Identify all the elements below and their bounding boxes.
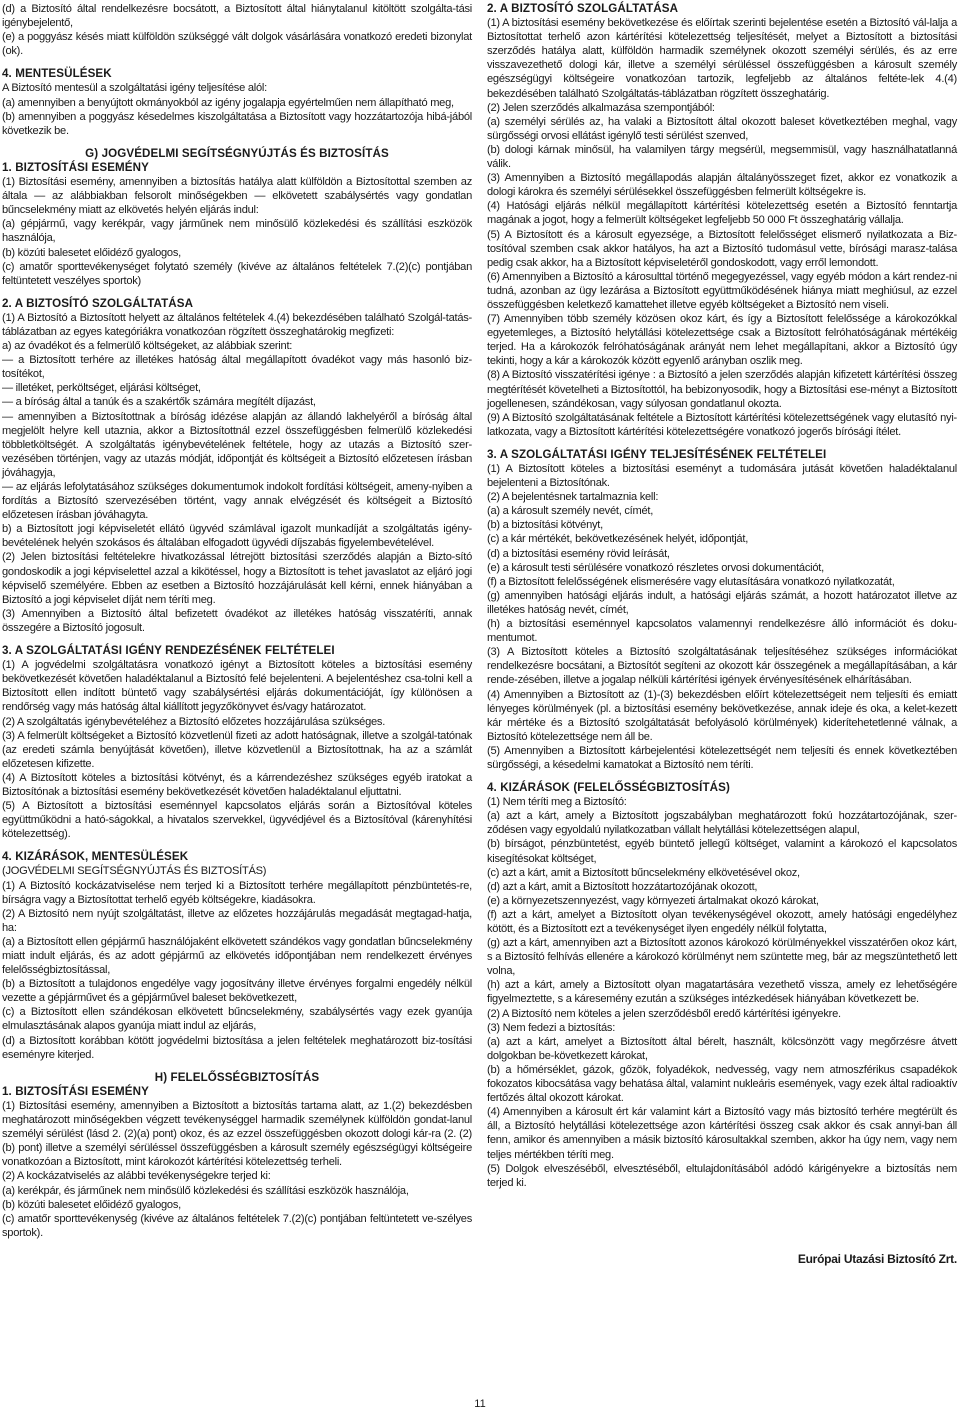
paragraph: (c) amatőr sporttevékenység (kivéve az általános feltételek 7.(2)(c) pontjában feltüntetett ve-szélyes sportok). bbox=[2, 1212, 472, 1239]
paragraph: (f) azt a kárt, amelyet a Biztosított olyan tevékenységével okozott, amely hatósági engedélyhez kötött, és a Biztosított ezt a tevékenységet ilyen engedély nélkül folytatta, bbox=[487, 908, 957, 935]
paragraph: (b) a hőmérséklet, gázok, gőzök, folyadékok, nedvesség, vagy nem atmoszférikus csapadékok fokozatos kibocsátása vagy behatása által, valamint nukleáris események, vagy ezek által radioaktív fertőzés által okozott károkat. bbox=[487, 1063, 957, 1105]
paragraph: (d) a Biztosító által rendelkezésre bocsátott, a Biztosított által hiánytalanul kitöltött szolgálta-tási igénybejelentő, bbox=[2, 3, 472, 30]
paragraph: (2) A kockázatviselés az alábbi tevékenységekre terjed ki: bbox=[2, 1170, 271, 1183]
paragraph: (5) Amennyiben a Biztosított kárbejelentési kötelezettségét nem teljesíti és ennek következtében sürgősségi, a késedelmi kamatokat a Biztosító nem téríti. bbox=[487, 744, 957, 771]
paragraph: — a bíróság által a tanúk és a szakértők számára megítélt díjazást, bbox=[2, 396, 316, 409]
paragraph: (JOGVÉDELMI SEGÍTSÉGNYÚJTÁS ÉS BIZTOSÍTÁS) bbox=[2, 865, 267, 878]
paragraph: — amennyiben a Biztosítottnak a bíróság idézése alapján az állandó lakhelyéről a bíróság által megjelölt helyre kell utaznia, akkor a Biztosítottnál ezzel összefüggésben felmerülő közlekedési többletköltségét. A szolgáltatás igénybevételének feltétele, hogy az utazás a Biztosító szer-vezésében történjen, vagy az utazás módját, időpontját és költségeit a Biztosító előzetesen írásban jóváhagyja, bbox=[2, 410, 472, 479]
section-heading: 2. A BIZTOSÍTÓ SZOLGÁLTATÁSA bbox=[487, 2, 679, 15]
paragraph: (2) Jelen biztosítási feltételekre hivatkozással létrejött biztosítási szerződés alapján a Bizto-sító gondoskodik a jogi képviselettel azzal a kikötéssel, hogy a Biztosított is tehet javaslatot az eljáró jogi képviselő személyére. Ebben az esetben a Biztosító hozzájárulását kell kérni, ennek hiányában a Biztosító a jogi képviselet díját nem téríti meg. bbox=[2, 551, 472, 606]
paragraph: (3) Amennyiben a Biztosító megállapodás alapján általányösszeget fizet, akkor ez vonatkozik a dologi károkra és személyi sérülésekkel összefüggésben felmerült költségekre is. bbox=[487, 172, 957, 199]
paragraph: (3) A Biztosított köteles a Biztosító szolgáltatásának teljesítéséhez szükséges információkat rendelkezésre bocsátani, a Biztosítót segíteni az okozott kár összegének a megállapításában, a kár rende-zésében, illetve a jogalap nélküli kártérítési igények érvényesítésének elhárításában. bbox=[487, 646, 957, 687]
page-number: 11 bbox=[474, 1398, 486, 1410]
paragraph: (5) A Biztosított és a károsult egyezsége, a Biztosított felelősséget elismerő nyilatkozata a Biz-tosítóval szemben csak akkor hatályos, ha azt a Biztosító tudomásul vette, bírósági marasz-talása pedig csak akkor, ha a Biztosított képviseletéről gondoskodott, vagy erről lemondott. bbox=[487, 228, 957, 269]
paragraph: (6) Amennyiben a Biztosító a károsulttal történő megegyezéssel, vagy egyéb módon a kárt rendez-ni tudná, azonban az ügy lezárása a Biztosított együttműködésének hiánya miatt meghiúsul, az ezzel összefüggésben keletkező kamattehet illetve egyéb költségeket a Biztosító nem viseli. bbox=[487, 270, 957, 311]
paragraph: (b) közúti balesetet előidéző gyalogos, bbox=[2, 1198, 181, 1211]
paragraph: (b) bírságot, pénzbüntetést, egyéb büntető jellegű költséget, valamint a károkozó el kapcsolatos kisegítésokat költséget, bbox=[487, 838, 957, 865]
paragraph: b) a Biztosított jogi képviseletét ellátó ügyvéd számlával igazolt munkadíját a szolgáltatás igény-bevételének helyén szokásos és általában elfogadott ügyvédi díjszabás figyelembevételével. bbox=[2, 523, 472, 550]
paragraph: (e) a környezetszennyezést, vagy környezeti ártalmakat okozó károkat, bbox=[487, 894, 819, 907]
paragraph: (3) A felmerült költségeket a Biztosító közvetlenül fizeti az adott hatóságnak, illetve a szolgál-tatónak (az eredeti számla benyújtását követően), illetve közvetlenül a Biztosítottnak, ha az a számlát előzetesen kifizette. bbox=[2, 729, 472, 770]
chapter-heading: G) JOGVÉDELMI SEGÍTSÉGNYÚJTÁS ÉS BIZTOSÍTÁS bbox=[85, 146, 389, 160]
paragraph: (4) A Biztosított köteles a biztosítási kötvényt, és a kárrendezéshez szükséges egyéb iratokat a Biztosítónak a biztosítási esemény bekövetkezését követően haladéktalanul eljuttatni. bbox=[2, 771, 472, 798]
paragraph: (d) a Biztosított korábban kötött jogvédelmi biztosítása a jelen feltételek meghatározott biz-tosítási eseményre kiterjed. bbox=[2, 1034, 472, 1061]
paragraph: (5) A Biztosított a biztosítási eseménnyel kapcsolatos eljárás során a Biztosítóval köteles együttműködni a ható-ságokkal, a hivatalos szervekkel, ügyvédjével és a Biztosítóval (kárenyhítési kötelezettség). bbox=[2, 800, 472, 841]
paragraph: (h) azt a kárt, amely a Biztosított olyan magatartására vezethető vissza, amely ez lehetőségére figyelmeztette, s a káresemény ezután a szükséges intézkedések hiányában következett be. bbox=[487, 979, 957, 1006]
paragraph: (2) A bejelentésnek tartalmaznia kell: bbox=[487, 491, 659, 504]
paragraph: (1) A Biztosító kockázatviselése nem terjed ki a Biztosított terhére megállapított pénzbüntetés-re, bírságra vagy a Biztosítottat terhelő egyéb költségekre, kiadásokra. bbox=[2, 879, 472, 906]
paragraph: (4) Amennyiben a károsult ért kár valamint kárt a Biztosító vagy más biztosító terhére megtérült és áll, a Biztosító helytállási kötelezettsége azon kártérítési összeg csak akkor és csak annyi-ban áll fenn, amikor és amennyiben a másik biztosító károsultakkal szemben, akkor ha úgy nem, vagy nem teljes mértékben téríti meg. bbox=[487, 1106, 957, 1161]
section-heading: 1. BIZTOSÍTÁSI ESEMÉNY bbox=[2, 160, 149, 174]
paragraph: (d) a biztosítási esemény rövid leírását, bbox=[487, 547, 670, 560]
paragraph: (b) közúti balesetet előidéző gyalogos, bbox=[2, 246, 181, 259]
paragraph: (5) Dolgok elveszéséből, elvesztéséből, eltulajdonításából adódó kárigényekre a biztosítás nem terjed ki. bbox=[487, 1162, 957, 1189]
paragraph: (c) amatőr sporttevékenységet folytató személy (kivéve az általános feltételek 7.(2)(c) pontjában feltüntetett veszélyes sportok) bbox=[2, 260, 472, 287]
paragraph: (1) A Biztosított köteles a biztosítási eseményt a tudomására jutását követően haladéktalanul bejelenteni a Biztosítónak. bbox=[487, 463, 957, 490]
paragraph: (a) a károsult személy nevét, címét, bbox=[487, 505, 654, 518]
paragraph: (2) A szolgáltatás igénybevételéhez a Biztosító előzetes hozzájárulása szükséges. bbox=[2, 715, 386, 728]
paragraph: (a) azt a kárt, amelyet a Biztosított által bérelt, használt, kölcsönzött vagy megőrzésre átvett dolgokban be-következett károkat, bbox=[487, 1035, 957, 1062]
paragraph: (e) a poggyász késés miatt külföldön szükséggé vált dolgok vásárlására vonatkozó eredeti bizonylat (ok). bbox=[2, 31, 472, 58]
paragraph: (d) azt a kárt, amit a Biztosított hozzátartozójának okozott, bbox=[487, 880, 758, 893]
paragraph: (2) Jelen szerződés alkalmazása szempontjából: bbox=[487, 101, 715, 114]
paragraph: (c) a kár mértékét, bekövetkezésének helyét, időpontját, bbox=[487, 533, 749, 546]
paragraph: (c) azt a kárt, amit a Biztosított bűncselekmény elkövetésével okoz, bbox=[487, 866, 800, 879]
paragraph: — a Biztosított terhére az illetékes hatóság által megállapított óvadékot vagy más hasonló biz-tosítékot, bbox=[2, 354, 472, 381]
paragraph: (3) Amennyiben a Biztosító által befizetett óvadékot az illetékes hatóság visszatéríti, annak összegére a Biztosító jogosult. bbox=[2, 607, 472, 634]
paragraph: (a) személyi sérülés az, ha valaki a Biztosított által okozott baleset következtében meghal, vagy sürgősségi orvosi ellátást igénylő testi sérülést szenved, bbox=[487, 115, 957, 142]
paragraph: (b) dologi kárnak minősül, ha valamilyen tárgy megsérül, megsemmisül, vagy használhatatlanná válik. bbox=[487, 143, 957, 171]
section-heading: 3. A SZOLGÁLTATÁSI IGÉNY TELJESÍTÉSÉNEK FELTÉTELEI bbox=[487, 447, 827, 461]
section-heading: 1. BIZTOSÍTÁSI ESEMÉNY bbox=[2, 1084, 149, 1098]
left-column bbox=[2, 2, 472, 1240]
paragraph: (g) azt a kárt, amennyiben azt a Biztosított azonos károkozó körülményekkel visszatérően okoz kárt, s a Biztosító felhívás ellenére a károkozó körülményt nem szüntette meg, bár az megszüntethető lett volna, bbox=[487, 937, 957, 978]
paragraph: (1) Biztosítási esemény, amennyiben a biztosítás hatálya alatt külföldön a Biztosítottal szemben az általa — az alábbiakban felsorolt minőségekben — elkövetett szabálysértés vagy gondatlan bűncselekmény miatt az elkövetés helyén eljárás indul: bbox=[2, 176, 472, 217]
paragraph: (c) a Biztosított ellen szándékosan elkövetett bűncselekmény, szabálysértés vagy ezek gyanúja elmulasztásának alapos gyanúja miatt indul az eljárás, bbox=[2, 1006, 472, 1033]
paragraph: (8) A Biztosító visszatérítési igénye : a Biztosító a jelen szerződés alapján kifizetett kártérítési összeg megtérítését követelheti a Biztosítottól, ha bebizonyosodik, hogy a Biztosítási ese-ményt a Biztosított jogellenesen, szándékosan, vagy súlyosan gondatlanul okozta. bbox=[487, 369, 957, 410]
paragraph: (1) A jogvédelmi szolgáltatásra vonatkozó igényt a Biztosított köteles a biztosítási esemény bekövetkezését követően haladéktalanul a Biztosító felé bejelenteni. A bejelentéshez csa-tolni kell a Biztosított ellen indított büntető vagy szabálysértési eljárás dokumentációját, így különösen a rendőrség vagy más hatóság által kiállított jegyzőkönyvet és/vagy határozatot. bbox=[2, 659, 472, 714]
company-signature: Európai Utazási Biztosító Zrt. bbox=[797, 1251, 957, 1266]
paragraph: (2) A Biztosító nem köteles a jelen szerződésből eredő kártérítési igényekre. bbox=[487, 1007, 841, 1020]
section-heading: 4. MENTESÜLÉSEK bbox=[2, 67, 112, 81]
paragraph: (2) A Biztosító nem nyújt szolgáltatást, illetve az előzetes hozzájárulás megadását megtagad-hatja, ha: bbox=[2, 907, 472, 934]
paragraph: (9) A Biztosító szolgáltatásának feltétele a Biztosított kártérítési kötelezettségének vagy elutasító nyi-latkozata, vagy a Biztosított kártérítési kötelezettségére vonatkozó jogerős bírósági ítélet. bbox=[487, 411, 957, 438]
paragraph: A Biztosító mentesül a szolgáltatási igény teljesítése alól: bbox=[2, 82, 267, 95]
paragraph: (1) Biztosítási esemény, amennyiben a Biztosított a biztosítás tartama alatt, az 1.(2) bekezdésben meghatározott minőségekben végzett tevékenységgel harmadik személynek külföldön gondat-lanul személyi sérülést (lásd 2. (2)(a) pont) okoz, és az ezzel összefüggésben okozott dologi kár-ra (2. (2)(b) pont) illetve a személyi sérüléssel összefüggésben a károsult személy egészségügyi költségeire vonatkozóan a Biztosított, mint károkozót kártérítési kötelezettség terheli. bbox=[2, 1099, 472, 1169]
paragraph: (b) amennyiben a poggyász késedelmes kiszolgáltatása a Biztosított vagy hozzátartozója hibá-jából következik be. bbox=[2, 110, 472, 137]
paragraph: — az eljárás lefolytatásához szükséges dokumentumok indokolt fordítási költségeit, ameny-nyiben a fordítás a Biztosító szervezésében történt, vagy annak elvégzését és költségeit a Biztosító előzetesen írásban jóváhagyta. bbox=[2, 481, 472, 522]
paragraph: (4) Hatósági eljárás nélkül megállapított kártérítési kötelezettség esetén a Biztosító fenntartja magának a jogot, hogy a felmerült költségeket legfeljebb 50 000 Ft összeghatárig vállalja. bbox=[487, 200, 957, 227]
paragraph: (a) gépjármű, vagy kerékpár, vagy járműnek nem minősülő közlekedési és szállítási eszközök használója, bbox=[2, 218, 472, 245]
paragraph: (3) Nem fedezi a biztosítás: bbox=[487, 1021, 616, 1034]
right-column bbox=[487, 2, 957, 1266]
paragraph: (a) azt a kárt, amely a Biztosított jogszabályban meghatározott fokú hozzátartozójának, szer-ződésen vagy egyoldalú nyilatkozatban vállalt helytállási kötelezettségen alapul, bbox=[487, 810, 957, 837]
paragraph: (4) Amennyiben a Biztosított az (1)-(3) bekezdésben előírt kötelezettségeit nem teljesíti és emiatt lényeges körülmények (pl. a biztosítási esemény bekövetkezése, annak ideje és oka, a kelet-kezett kár mértéke és a Biztosító szolgáltatását befolyásoló körülmények) kiderítehetetlenné válnak, a Biztosító kötelezettsége nem áll be. bbox=[487, 688, 957, 743]
paragraph: (a) kerékpár, és járműnek nem minősülő közlekedési és szállítási eszközök használója, bbox=[2, 1184, 409, 1197]
paragraph: (1) Nem téríti meg a Biztosító: bbox=[487, 796, 627, 809]
paragraph: (b) a biztosítási kötvényt, bbox=[487, 519, 603, 532]
paragraph: a) az óvadékot és a felmerülő költségeket, az alábbiak szerint: bbox=[2, 340, 293, 353]
paragraph: (1) A Biztosító a Biztosított helyett az általános feltételek 4.(4) bekezdésében található Szolgál-tatás-táblázatban az egyes kategóriákra vonatkozóan rögzített összeghatárokig megfizeti: bbox=[2, 311, 472, 338]
paragraph: (g) amennyiben hatósági eljárás indult, a hatósági eljárás számát, a hozott határozatot illetve az illetékes hatóság nevét, címét, bbox=[487, 589, 957, 616]
paragraph: (a) a Biztosított ellen gépjármű használójaként elkövetett szándékos vagy gondatlan bűncselekmény miatt indult eljárás, és az adott gépjármű az elkövetés időpontjában nem rendelkezett érvényes felelősségbiztosítással, bbox=[2, 935, 472, 977]
paragraph: (h) a biztosítási eseménnyel kapcsolatos valamennyi rendelkezésre álló információt és doku-mentumot. bbox=[487, 618, 957, 645]
chapter-heading: H) FELELŐSSÉGBIZTOSÍTÁS bbox=[154, 1070, 320, 1084]
paragraph: (b) a Biztosított a tulajdonos engedélye vagy jogosítvány illetve érvényes forgalmi engedély nélkül vezette a gépjárművet és a gépjárművel baleset bekövetkezett, bbox=[2, 978, 472, 1005]
section-heading: 4. KIZÁRÁSOK (FELELŐSSÉGBIZTOSÍTÁS) bbox=[487, 781, 730, 795]
section-heading: 3. A SZOLGÁLTATÁSI IGÉNY RENDEZÉSÉNEK FELTÉTELEI bbox=[2, 644, 335, 658]
paragraph: (a) amennyiben a benyújtott okmányokból az igény jogalapja egyértelműen nem állapítható meg, bbox=[2, 96, 454, 109]
paragraph: — illetéket, perköltséget, eljárási költséget, bbox=[2, 382, 201, 395]
section-heading: 2. A BIZTOSÍTÓ SZOLGÁLTATÁSA bbox=[2, 296, 194, 310]
paragraph: (1) A biztosítási esemény bekövetkezése és előírtak szerinti bejelentése esetén a Biztosító vál-lalja a Biztosítottat terhelő azon kártérítési kötelezettség teljesítését, melyet a Biztosított a biztosítási szerződés hatálya alatt, külföldön harmadik személynek okozott személyi sérülés, és az erre visszavezethető dologi kár, illetve a személyi sérüléssel összefüggésben a károsult személy egészségügyi költségeire vonatkozóan tartozik, legfeljebb az általános feltéte-lek 4.(4) bekezdésében található Szolgáltatás-táblázatban rögzített összeghatárig. bbox=[487, 17, 957, 100]
paragraph: (7) Amennyiben több személy közösen okoz kárt, és így a Biztosított felelőssége a károkozókkal egyetemleges, a Biztosító helytállási kötelezettsége csak a Biztosított felróhatóságának mértékéig terjed. Ha a károkozók felróhatóságának arányát nem lehet megállapítani, akkor a Biztosító úgy tekinti, hogy a kár a károkozók között egyenlő arányban oszlik meg. bbox=[487, 313, 957, 368]
paragraph: (f) a Biztosított felelősségének elismerésére vagy elutasítására vonatkozó nyilatkozatát, bbox=[487, 575, 895, 588]
paragraph: (e) a károsult testi sérülésére vonatkozó részletes orvosi dokumentációt, bbox=[487, 561, 824, 574]
section-heading: 4. KIZÁRÁSOK, MENTESÜLÉSEK bbox=[2, 850, 189, 864]
